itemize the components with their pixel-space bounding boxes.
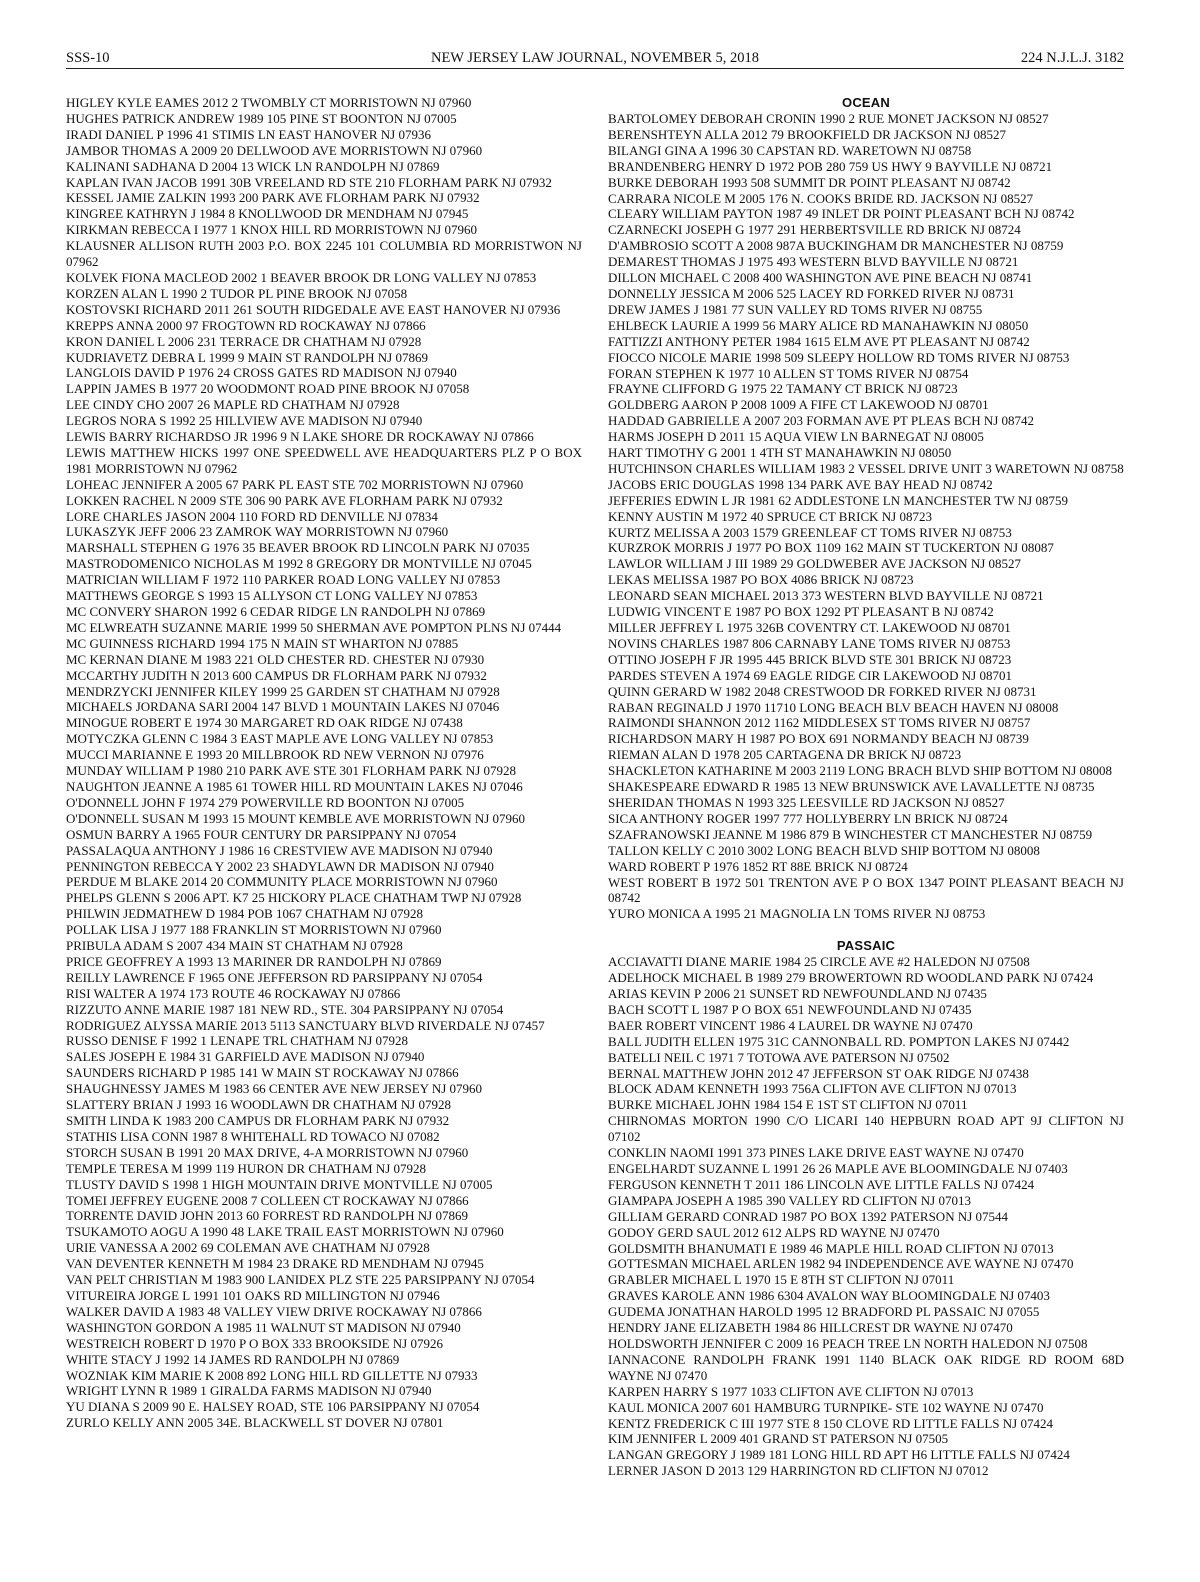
- attorney-entry: NOVINS CHARLES 1987 806 CARNABY LANE TOMS RIVER NJ 08753: [608, 635, 1011, 651]
- attorney-entry: LOHEAC JENNIFER A 2005 67 PARK PL EAST STE 702 MORRISTOWN NJ 07960: [66, 476, 524, 492]
- attorney-entry: O'DONNELL SUSAN M 1993 15 MOUNT KEMBLE AVE MORRISTOWN NJ 07960: [66, 810, 526, 826]
- attorney-entry: RODRIGUEZ ALYSSA MARIE 2013 5113 SANCTUARY BLVD RIVERDALE NJ 07457: [66, 1017, 545, 1033]
- attorney-entry: CLEARY WILLIAM PAYTON 1987 49 INLET DR POINT PLEASANT BCH NJ 08742: [608, 206, 1075, 222]
- attorney-entry: RAIMONDI SHANNON 2012 1162 MIDDLESEX ST TOMS RIVER NJ 08757: [608, 715, 1031, 731]
- attorney-entry: GILLIAM GERARD CONRAD 1987 PO BOX 1392 PATERSON NJ 07544: [608, 1208, 1009, 1224]
- attorney-entry: LEGROS NORA S 1992 25 HILLVIEW AVE MADISON NJ 07940: [66, 413, 423, 429]
- attorney-entry: PHILWIN JEDMATHEW D 1984 POB 1067 CHATHAM NJ 07928: [66, 906, 424, 922]
- attorney-entry: MASTRODOMENICO NICHOLAS M 1992 8 GREGORY DR MONTVILLE NJ 07045: [66, 556, 532, 572]
- attorney-entry: KIM JENNIFER L 2009 401 GRAND ST PATERSON NJ 07505: [608, 1431, 949, 1447]
- attorney-entry: WRIGHT LYNN R 1989 1 GIRALDA FARMS MADISON NJ 07940: [66, 1383, 432, 1399]
- attorney-entry: PHELPS GLENN S 2006 APT. K7 25 HICKORY PLACE CHATHAM TWP NJ 07928: [66, 890, 522, 906]
- attorney-entry: KENNY AUSTIN M 1972 40 SPRUCE CT BRICK NJ 08723: [608, 508, 932, 524]
- attorney-entry: KESSEL JAMIE ZALKIN 1993 200 PARK AVE FLORHAM PARK NJ 07932: [66, 190, 480, 206]
- attorney-entry: ENGELHARDT SUZANNE L 1991 26 26 MAPLE AVE BLOOMINGDALE NJ 07403: [608, 1161, 1068, 1176]
- attorney-entry: JEFFERIES EDWIN L JR 1981 62 ADDLESTONE LN MANCHESTER TW NJ 08759: [608, 492, 1068, 508]
- attorney-entry: HUTCHINSON CHARLES WILLIAM 1983 2 VESSEL DRIVE UNIT 3 WARETOWN NJ 08758: [608, 460, 1124, 476]
- attorney-entry: VITUREIRA JORGE L 1991 101 OAKS RD MILLINGTON NJ 07946: [66, 1287, 440, 1303]
- attorney-entry: YURO MONICA A 1995 21 MAGNOLIA LN TOMS RIVER NJ 08753: [608, 906, 986, 922]
- attorney-entry: LEE CINDY CHO 2007 26 MAPLE RD CHATHAM NJ 07928: [66, 397, 400, 413]
- attorney-entry: KORZEN ALAN L 1990 2 TUDOR PL PINE BROOK NJ 07058: [66, 285, 408, 301]
- attorney-entry: GRAVES KAROLE ANN 1986 6304 AVALON WAY BLOOMINGDALE NJ 07403: [608, 1288, 1050, 1304]
- attorney-entry: ZURLO KELLY ANN 2005 34E. BLACKWELL ST DOVER NJ 07801: [66, 1415, 444, 1431]
- right-column: [608, 95, 1124, 1479]
- attorney-entry: IRADI DANIEL P 1996 41 STIMIS LN EAST HANOVER NJ 07936: [66, 126, 431, 142]
- attorney-entry: BLOCK ADAM KENNETH 1993 756A CLIFTON AVE CLIFTON NJ 07013: [608, 1081, 1017, 1097]
- attorney-entry: HOLDSWORTH JENNIFER C 2009 16 PEACH TREE LN NORTH HALEDON NJ 07508: [608, 1335, 1088, 1351]
- attorney-entry: KUDRIAVETZ DEBRA L 1999 9 MAIN ST RANDOLPH NJ 07869: [66, 349, 428, 365]
- attorney-entry: LANGLOIS DAVID P 1976 24 CROSS GATES RD MADISON NJ 07940: [66, 365, 457, 381]
- attorney-entry: GUDEMA JONATHAN HAROLD 1995 12 BRADFORD PL PASSAIC NJ 07055: [608, 1304, 1040, 1320]
- attorney-entry: RIEMAN ALAN D 1978 205 CARTAGENA DR BRICK NJ 08723: [608, 747, 962, 763]
- attorney-entry: HADDAD GABRIELLE A 2007 203 FORMAN AVE PT PLEAS BCH NJ 08742: [608, 413, 1035, 429]
- attorney-entry: SMITH LINDA K 1983 200 CAMPUS DR FLORHAM PARK NJ 07932: [66, 1113, 450, 1128]
- attorney-entry: POLLAK LISA J 1977 188 FRANKLIN ST MORRISTOWN NJ 07960: [66, 922, 442, 938]
- attorney-entry: HUGHES PATRICK ANDREW 1989 105 PINE ST BOONTON NJ 07005: [66, 110, 457, 126]
- attorney-entry: VAN PELT CHRISTIAN M 1983 900 LANIDEX PLZ STE 225 PARSIPPANY NJ 07054: [66, 1272, 535, 1288]
- attorney-entry: DEMAREST THOMAS J 1975 493 WESTERN BLVD BAYVILLE NJ 08721: [608, 254, 1019, 270]
- ocean-heading: OCEAN: [842, 95, 890, 110]
- attorney-entry: WALKER DAVID A 1983 48 VALLEY VIEW DRIVE ROCKAWAY NJ 07866: [66, 1303, 482, 1319]
- attorney-entry: BURKE DEBORAH 1993 508 SUMMIT DR POINT PLEASANT NJ 08742: [608, 174, 1011, 190]
- attorney-entry: KRON DANIEL L 2006 231 TERRACE DR CHATHAM NJ 07928: [66, 333, 422, 349]
- attorney-entry: BRANDENBERG HENRY D 1972 POB 280 759 US HWY 9 BAYVILLE NJ 08721: [608, 158, 1053, 174]
- attorney-entry: FRAYNE CLIFFORD G 1975 22 TAMANY CT BRICK NJ 08723: [608, 381, 958, 397]
- attorney-entry: LERNER JASON D 2013 129 HARRINGTON RD CLIFTON NJ 07012: [608, 1463, 989, 1479]
- attorney-entry: REILLY LAWRENCE F 1965 ONE JEFFERSON RD PARSIPPANY NJ 07054: [66, 969, 483, 985]
- attorney-entry: SHAUGHNESSY JAMES M 1983 66 CENTER AVE NEW JERSEY NJ 07960: [66, 1081, 483, 1097]
- attorney-entry: MOTYCZKA GLENN C 1984 3 EAST MAPLE AVE LONG VALLEY NJ 07853: [66, 731, 494, 747]
- attorney-entry: RISI WALTER A 1974 173 ROUTE 46 ROCKAWAY NJ 07866: [66, 985, 401, 1001]
- attorney-entry: PRICE GEOFFREY A 1993 13 MARINER DR RANDOLPH NJ 07869: [66, 953, 442, 969]
- attorney-entry: FERGUSON KENNETH T 2011 186 LINCOLN AVE LITTLE FALLS NJ 07424: [608, 1176, 1035, 1192]
- attorney-entry: LEWIS MATTHEW HICKS 1997 ONE SPEEDWELL AVE HEADQUARTERS PLZ P O BOX 1981 MORRISTOWN NJ 07962: [66, 444, 582, 476]
- attorney-entry: YU DIANA S 2009 90 E. HALSEY ROAD, STE 106 PARSIPPANY NJ 07054: [66, 1399, 480, 1415]
- attorney-entry: HART TIMOTHY G 2001 1 4TH ST MANAHAWKIN NJ 08050: [608, 445, 952, 461]
- attorney-entry: MCCARTHY JUDITH N 2013 600 CAMPUS DR FLORHAM PARK NJ 07932: [66, 667, 487, 683]
- attorney-entry: CHIRNOMAS MORTON 1990 C/O LICARI 140 HEPBURN ROAD APT 9J CLIFTON NJ 07102: [608, 1113, 1124, 1145]
- attorney-entry: HIGLEY KYLE EAMES 2012 2 TWOMBLY CT MORRISTOWN NJ 07960: [66, 95, 472, 110]
- attorney-entry: ACCIAVATTI DIANE MARIE 1984 25 CIRCLE AVE #2 HALEDON NJ 07508: [608, 954, 1030, 970]
- attorney-entry: BURKE MICHAEL JOHN 1984 154 E 1ST ST CLIFTON NJ 07011: [608, 1097, 968, 1113]
- attorney-entry: FORAN STEPHEN K 1977 10 ALLEN ST TOMS RIVER NJ 08754: [608, 365, 969, 381]
- attorney-entry: RUSSO DENISE F 1992 1 LENAPE TRL CHATHAM NJ 07928: [66, 1033, 408, 1049]
- attorney-entry: MC GUINNESS RICHARD 1994 175 N MAIN ST WHARTON NJ 07885: [66, 635, 459, 651]
- attorney-entry: MUCCI MARIANNE E 1993 20 MILLBROOK RD NEW VERNON NJ 07976: [66, 747, 484, 763]
- attorney-entry: KLAUSNER ALLISON RUTH 2003 P.O. BOX 2245 101 COLUMBIA RD MORRISTWON NJ 07962: [66, 238, 582, 270]
- attorney-entry: URIE VANESSA A 2002 69 COLEMAN AVE CHATHAM NJ 07928: [66, 1240, 430, 1256]
- attorney-entry: LUDWIG VINCENT E 1987 PO BOX 1292 PT PLEASANT B NJ 08742: [608, 604, 994, 620]
- attorney-entry: VAN DEVENTER KENNETH M 1984 23 DRAKE RD MENDHAM NJ 07945: [66, 1256, 484, 1272]
- attorney-entry: MINOGUE ROBERT E 1974 30 MARGARET RD OAK RIDGE NJ 07438: [66, 715, 463, 731]
- attorney-entry: BALL JUDITH ELLEN 1975 31C CANNONBALL RD. POMPTON LAKES NJ 07442: [608, 1033, 1070, 1049]
- attorney-entry: WEST ROBERT B 1972 501 TRENTON AVE P O BOX 1347 POINT PLEASANT BEACH NJ 08742: [608, 874, 1124, 906]
- passaic-heading: PASSAIC: [836, 938, 896, 954]
- attorney-entry: TOMEI JEFFREY EUGENE 2008 7 COLLEEN CT ROCKAWAY NJ 07866: [66, 1192, 469, 1208]
- left-column: [66, 95, 582, 1431]
- attorney-entry: SZAFRANOWSKI JEANNE M 1986 879 B WINCHESTER CT MANCHESTER NJ 08759: [608, 826, 1093, 842]
- attorney-entry: KIRKMAN REBECCA I 1977 1 KNOX HILL RD MORRISTOWN NJ 07960: [66, 222, 477, 238]
- citation: 224 N.J.L.J. 3182: [1020, 50, 1124, 66]
- attorney-entry: LEONARD SEAN MICHAEL 2013 373 WESTERN BLVD BAYVILLE NJ 08721: [608, 588, 1044, 604]
- attorney-entry: CZARNECKI JOSEPH G 1977 291 HERBERTSVILLE RD BRICK NJ 08724: [608, 222, 1021, 238]
- attorney-entry: BARTOLOMEY DEBORAH CRONIN 1990 2 RUE MONET JACKSON NJ 08527: [608, 111, 1049, 126]
- attorney-entry: MC ELWREATH SUZANNE MARIE 1999 50 SHERMAN AVE POMPTON PLNS NJ 07444: [66, 619, 562, 635]
- attorney-entry: GOTTESMAN MICHAEL ARLEN 1982 94 INDEPENDENCE AVE WAYNE NJ 07470: [608, 1256, 1074, 1272]
- attorney-entry: BERENSHTEYN ALLA 2012 79 BROOKFIELD DR JACKSON NJ 08527: [608, 126, 1006, 142]
- attorney-entry: RICHARDSON MARY H 1987 PO BOX 691 NORMANDY BEACH NJ 08739: [608, 731, 1029, 747]
- attorney-entry: KAUL MONICA 2007 601 HAMBURG TURNPIKE- STE 102 WAYNE NJ 07470: [608, 1399, 1044, 1415]
- attorney-entry: SHAKESPEARE EDWARD R 1985 13 NEW BRUNSWICK AVE LAVALLETTE NJ 08735: [608, 779, 1095, 795]
- attorney-entry: PERDUE M BLAKE 2014 20 COMMUNITY PLACE MORRISTOWN NJ 07960: [66, 874, 498, 890]
- attorney-entry: GOLDBERG AARON P 2008 1009 A FIFE CT LAKEWOOD NJ 08701: [608, 397, 989, 413]
- attorney-entry: LORE CHARLES JASON 2004 110 FORD RD DENVILLE NJ 07834: [66, 508, 438, 524]
- attorney-entry: DONNELLY JESSICA M 2006 525 LACEY RD FORKED RIVER NJ 08731: [608, 285, 1015, 301]
- attorney-entry: KURTZ MELISSA A 2003 1579 GREENLEAF CT TOMS RIVER NJ 08753: [608, 524, 1012, 540]
- page-number: SSS-10: [66, 50, 110, 66]
- attorney-entry: KARPEN HARRY S 1977 1033 CLIFTON AVE CLIFTON NJ 07013: [608, 1383, 974, 1399]
- attorney-entry: SICA ANTHONY ROGER 1997 777 HOLLYBERRY LN BRICK NJ 08724: [608, 810, 1008, 826]
- attorney-entry: DILLON MICHAEL C 2008 400 WASHINGTON AVE PINE BEACH NJ 08741: [608, 270, 1033, 286]
- attorney-entry: LUKASZYK JEFF 2006 23 ZAMROK WAY MORRISTOWN NJ 07960: [66, 524, 449, 540]
- attorney-entry: HENDRY JANE ELIZABETH 1984 86 HILLCREST DR WAYNE NJ 07470: [608, 1320, 1013, 1336]
- attorney-entry: WOZNIAK KIM MARIE K 2008 892 LONG HILL RD GILLETTE NJ 07933: [66, 1367, 478, 1383]
- attorney-entry: LANGAN GREGORY J 1989 181 LONG HILL RD APT H6 LITTLE FALLS NJ 07424: [608, 1447, 1070, 1463]
- attorney-entry: GRABLER MICHAEL L 1970 15 E 8TH ST CLIFTON NJ 07011: [608, 1272, 955, 1288]
- attorney-entry: MARSHALL STEPHEN G 1976 35 BEAVER BROOK RD LINCOLN PARK NJ 07035: [66, 540, 530, 556]
- attorney-entry: QUINN GERARD W 1982 2048 CRESTWOOD DR FORKED RIVER NJ 08731: [608, 683, 1037, 699]
- attorney-entry: STATHIS LISA CONN 1987 8 WHITEHALL RD TOWACO NJ 07082: [66, 1128, 440, 1144]
- attorney-entry: IANNACONE RANDOLPH FRANK 1991 1140 BLACK OAK RIDGE RD ROOM 68D WAYNE NJ 07470: [608, 1351, 1124, 1383]
- attorney-entry: FIOCCO NICOLE MARIE 1998 509 SLEEPY HOLLOW RD TOMS RIVER NJ 08753: [608, 349, 1070, 365]
- attorney-entry: RIZZUTO ANNE MARIE 1987 181 NEW RD., STE. 304 PARSIPPANY NJ 07054: [66, 1001, 504, 1017]
- attorney-entry: MC KERNAN DIANE M 1983 221 OLD CHESTER RD. CHESTER NJ 07930: [66, 651, 485, 667]
- attorney-entry: MICHAELS JORDANA SARI 2004 147 BLVD 1 MOUNTAIN LAKES NJ 07046: [66, 699, 500, 715]
- attorney-entry: KURZROK MORRIS J 1977 PO BOX 1109 162 MAIN ST TUCKERTON NJ 08087: [608, 540, 1054, 556]
- attorney-entry: BERNAL MATTHEW JOHN 2012 47 JEFFERSON ST OAK RIDGE NJ 07438: [608, 1065, 1029, 1081]
- page-header: [66, 50, 1124, 69]
- attorney-entry: KALINANI SADHANA D 2004 13 WICK LN RANDOLPH NJ 07869: [66, 158, 440, 174]
- attorney-entry: PASSALAQUA ANTHONY J 1986 16 CRESTVIEW AVE MADISON NJ 07940: [66, 842, 493, 858]
- attorney-entry: KOLVEK FIONA MACLEOD 2002 1 BEAVER BROOK DR LONG VALLEY NJ 07853: [66, 269, 537, 285]
- attorney-entry: OTTINO JOSEPH F JR 1995 445 BRICK BLVD STE 301 BRICK NJ 08723: [608, 651, 1012, 667]
- attorney-entry: SALES JOSEPH E 1984 31 GARFIELD AVE MADISON NJ 07940: [66, 1049, 425, 1065]
- publication-title: NEW JERSEY LAW JOURNAL, NOVEMBER 5, 2018: [430, 50, 760, 66]
- attorney-entry: OSMUN BARRY A 1965 FOUR CENTURY DR PARSIPPANY NJ 07054: [66, 826, 457, 842]
- attorney-entry: LAWLOR WILLIAM J III 1989 29 GOLDWEBER AVE JACKSON NJ 08527: [608, 556, 1022, 572]
- attorney-entry: SHERIDAN THOMAS N 1993 325 LEESVILLE RD JACKSON NJ 08527: [608, 794, 1005, 810]
- attorney-entry: GODOY GERD SAUL 2012 612 ALPS RD WAYNE NJ 07470: [608, 1224, 940, 1240]
- attorney-entry: SLATTERY BRIAN J 1993 16 WOODLAWN DR CHATHAM NJ 07928: [66, 1097, 451, 1113]
- attorney-entry: PRIBULA ADAM S 2007 434 MAIN ST CHATHAM NJ 07928: [66, 938, 403, 954]
- attorney-entry: LAPPIN JAMES B 1977 20 WOODMONT ROAD PINE BROOK NJ 07058: [66, 381, 470, 397]
- passaic-list: [608, 954, 1124, 1479]
- attorney-entry: ADELHOCK MICHAEL B 1989 279 BROWERTOWN RD WOODLAND PARK NJ 07424: [608, 970, 1094, 986]
- attorney-entry: TALLON KELLY C 2010 3002 LONG BEACH BLVD SHIP BOTTOM NJ 08008: [608, 842, 1040, 858]
- attorney-entry: JACOBS ERIC DOUGLAS 1998 134 PARK AVE BAY HEAD NJ 08742: [608, 476, 993, 492]
- attorney-entry: WESTREICH ROBERT D 1970 P O BOX 333 BROOKSIDE NJ 07926: [66, 1335, 443, 1351]
- attorney-entry: MUNDAY WILLIAM P 1980 210 PARK AVE STE 301 FLORHAM PARK NJ 07928: [66, 763, 517, 779]
- attorney-entry: BATELLI NEIL C 1971 7 TOTOWA AVE PATERSON NJ 07502: [608, 1049, 950, 1065]
- attorney-entry: PENNINGTON REBECCA Y 2002 23 SHADYLAWN DR MADISON NJ 07940: [66, 858, 494, 874]
- attorney-entry: KENTZ FREDERICK C III 1977 STE 8 150 CLOVE RD LITTLE FALLS NJ 07424: [608, 1415, 1053, 1431]
- attorney-entry: KAPLAN IVAN JACOB 1991 30B VREELAND RD STE 210 FLORHAM PARK NJ 07932: [66, 174, 552, 190]
- attorney-entry: SAUNDERS RICHARD P 1985 141 W MAIN ST ROCKAWAY NJ 07866: [66, 1065, 459, 1081]
- attorney-entry: HARMS JOSEPH D 2011 15 AQUA VIEW LN BARNEGAT NJ 08005: [608, 429, 984, 445]
- attorney-entry: PARDES STEVEN A 1974 69 EAGLE RIDGE CIR LAKEWOOD NJ 08701: [608, 667, 1012, 683]
- attorney-entry: JAMBOR THOMAS A 2009 20 DELLWOOD AVE MORRISTOWN NJ 07960: [66, 142, 483, 158]
- attorney-entry: KINGREE KATHRYN J 1984 8 KNOLLWOOD DR MENDHAM NJ 07945: [66, 206, 469, 222]
- attorney-entry: TEMPLE TERESA M 1999 119 HURON DR CHATHAM NJ 07928: [66, 1160, 427, 1176]
- attorney-entry: BAER ROBERT VINCENT 1986 4 LAUREL DR WAYNE NJ 07470: [608, 1017, 973, 1033]
- attorney-entry: TORRENTE DAVID JOHN 2013 60 FORREST RD RANDOLPH NJ 07869: [66, 1208, 468, 1224]
- attorney-entry: NAUGHTON JEANNE A 1985 61 TOWER HILL RD MOUNTAIN LAKES NJ 07046: [66, 778, 523, 794]
- attorney-entry: CARRARA NICOLE M 2005 176 N. COOKS BRIDE RD. JACKSON NJ 08527: [608, 190, 1034, 206]
- attorney-entry: MATRICIAN WILLIAM F 1972 110 PARKER ROAD LONG VALLEY NJ 07853: [66, 572, 501, 588]
- attorney-entry: TSUKAMOTO AOGU A 1990 48 LAKE TRAIL EAST MORRISTOWN NJ 07960: [66, 1224, 504, 1240]
- attorney-entry: GIAMPAPA JOSEPH A 1985 390 VALLEY RD CLIFTON NJ 07013: [608, 1192, 971, 1208]
- attorney-entry: RABAN REGINALD J 1970 11710 LONG BEACH BLV BEACH HAVEN NJ 08008: [608, 699, 1059, 715]
- ocean-list: [608, 111, 1124, 922]
- attorney-entry: BILANGI GINA A 1996 30 CAPSTAN RD. WARETOWN NJ 08758: [608, 142, 972, 158]
- attorney-entry: LOKKEN RACHEL N 2009 STE 306 90 PARK AVE FLORHAM PARK NJ 07932: [66, 492, 503, 508]
- attorney-entry: WHITE STACY J 1992 14 JAMES RD RANDOLPH NJ 07869: [66, 1351, 400, 1367]
- attorney-entry: ARIAS KEVIN P 2006 21 SUNSET RD NEWFOUNDLAND NJ 07435: [608, 986, 987, 1002]
- attorney-entry: DREW JAMES J 1981 77 SUN VALLEY RD TOMS RIVER NJ 08755: [608, 301, 983, 317]
- attorney-entry: KREPPS ANNA 2000 97 FROGTOWN RD ROCKAWAY NJ 07866: [66, 317, 426, 333]
- attorney-entry: MILLER JEFFREY L 1975 326B COVENTRY CT. LAKEWOOD NJ 08701: [608, 620, 1011, 635]
- attorney-entry: LEKAS MELISSA 1987 PO BOX 4086 BRICK NJ 08723: [608, 572, 914, 588]
- attorney-entry: D'AMBROSIO SCOTT A 2008 987A BUCKINGHAM DR MANCHESTER NJ 08759: [608, 238, 1064, 254]
- attorney-entry: STORCH SUSAN B 1991 20 MAX DRIVE, 4-A MORRISTOWN NJ 07960: [66, 1144, 469, 1160]
- attorney-entry: MATTHEWS GEORGE S 1993 15 ALLYSON CT LONG VALLEY NJ 07853: [66, 588, 478, 604]
- attorney-entry: WARD ROBERT P 1976 1852 RT 88E BRICK NJ 08724: [608, 858, 908, 874]
- attorney-entry: MC CONVERY SHARON 1992 6 CEDAR RIDGE LN RANDOLPH NJ 07869: [66, 604, 486, 619]
- attorney-entry: TLUSTY DAVID S 1998 1 HIGH MOUNTAIN DRIVE MONTVILLE NJ 07005: [66, 1176, 493, 1192]
- attorney-entry: SHACKLETON KATHARINE M 2003 2119 LONG BRACH BLVD SHIP BOTTOM NJ 08008: [608, 763, 1113, 779]
- attorney-entry: BACH SCOTT L 1987 P O BOX 651 NEWFOUNDLAND NJ 07435: [608, 1001, 972, 1017]
- attorney-entry: FATTIZZI ANTHONY PETER 1984 1615 ELM AVE PT PLEASANT NJ 08742: [608, 333, 1030, 349]
- attorney-entry: LEWIS BARRY RICHARDSO JR 1996 9 N LAKE SHORE DR ROCKAWAY NJ 07866: [66, 429, 534, 445]
- attorney-entry: O'DONNELL JOHN F 1974 279 POWERVILLE RD BOONTON NJ 07005: [66, 794, 465, 810]
- attorney-entry: WASHINGTON GORDON A 1985 11 WALNUT ST MADISON NJ 07940: [66, 1319, 461, 1335]
- attorney-entry: EHLBECK LAURIE A 1999 56 MARY ALICE RD MANAHAWKIN NJ 08050: [608, 317, 1029, 333]
- attorney-entry: MENDRZYCKI JENNIFER KILEY 1999 25 GARDEN ST CHATHAM NJ 07928: [66, 683, 500, 699]
- attorney-entry: GOLDSMITH BHANUMATI E 1989 46 MAPLE HILL ROAD CLIFTON NJ 07013: [608, 1240, 1054, 1256]
- attorney-entry: KOSTOVSKI RICHARD 2011 261 SOUTH RIDGEDALE AVE EAST HANOVER NJ 07936: [66, 301, 561, 317]
- attorney-entry: CONKLIN NAOMI 1991 373 PINES LAKE DRIVE EAST WAYNE NJ 07470: [608, 1145, 1024, 1161]
